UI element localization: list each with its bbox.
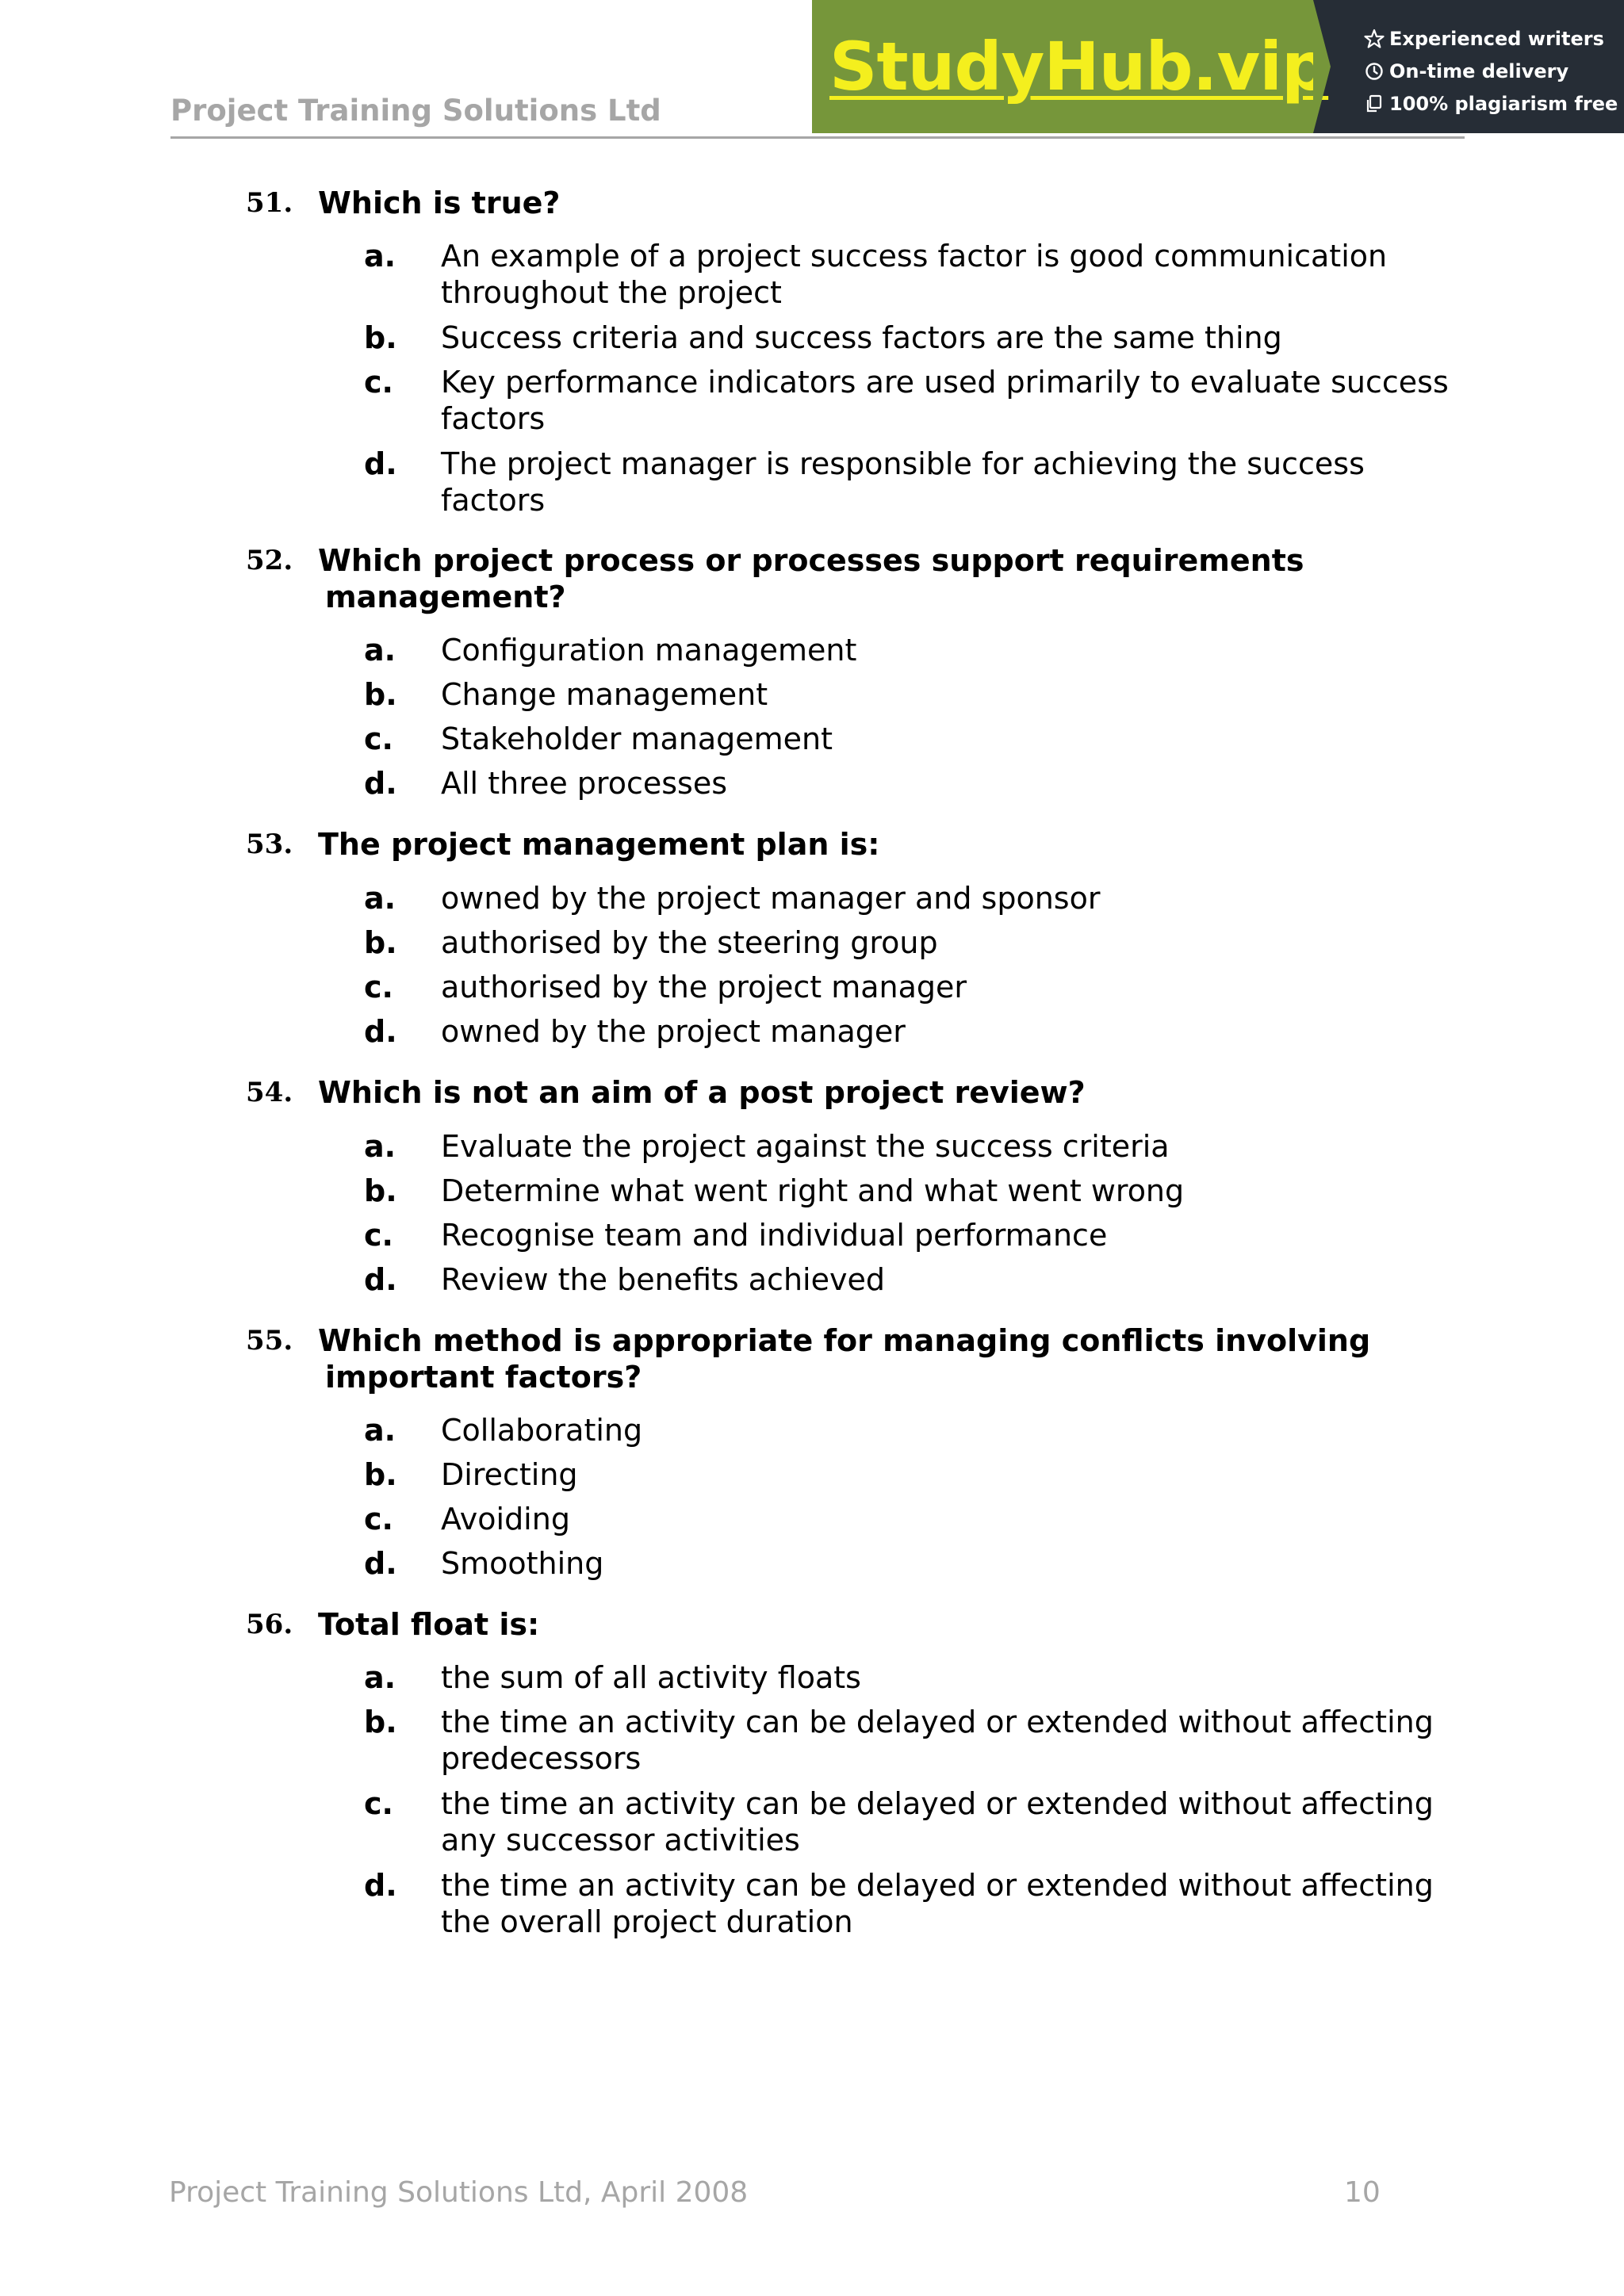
question-text [318, 1074, 1460, 1111]
option-line: owned by the project manager [441, 1014, 906, 1049]
option-line: Smoothing [441, 1546, 604, 1581]
question-text-line: Which is not an aim of a post project review? [318, 1075, 1086, 1110]
option-letter: d. [364, 766, 397, 801]
option-line: Directing [441, 1457, 578, 1492]
option-text [441, 1128, 1472, 1165]
option-letter: b. [364, 925, 397, 960]
question-text [318, 185, 1460, 221]
question-text-line: management? [325, 580, 566, 614]
question-text-line: important factors? [325, 1360, 642, 1395]
option-line: Evaluate the project against the success criteria [441, 1129, 1170, 1164]
option-text [441, 1456, 1472, 1493]
option-text [441, 632, 1472, 668]
question-text-line: The project management plan is: [318, 827, 880, 862]
option-text [441, 969, 1472, 1005]
option-letter: a. [364, 881, 396, 916]
page-number: 10 [1344, 2176, 1381, 2209]
option-letter: b. [364, 1705, 397, 1739]
option-line: authorised by the project manager [441, 970, 967, 1004]
option-letter: b. [364, 1173, 397, 1208]
ad-banner[interactable] [812, 0, 1624, 133]
banner-logo[interactable] [812, 0, 1329, 133]
option-letter: d. [364, 1546, 397, 1581]
option-letter: b. [364, 320, 397, 355]
option-letter: a. [364, 1129, 396, 1164]
option-line: the overall project duration [441, 1904, 853, 1939]
option-letter: c. [364, 365, 393, 400]
option-line: Change management [441, 677, 768, 712]
question-text [318, 1322, 1460, 1395]
clock-icon [1364, 61, 1385, 82]
option-text [441, 364, 1472, 437]
option-line: any successor activities [441, 1823, 800, 1858]
option-line: owned by the project manager and sponsor [441, 881, 1101, 916]
option-letter: c. [364, 1218, 393, 1253]
feature-plagiarism-free [1364, 87, 1624, 120]
option-line: Key performance indicators are used primarily to evaluate success [441, 365, 1449, 400]
option-letter: d. [364, 1262, 397, 1297]
option-line: the time an activity can be delayed or extended without affecting [441, 1868, 1434, 1903]
option-line: The project manager is responsible for achieving the success [441, 446, 1365, 481]
option-text [441, 1501, 1472, 1537]
question-text-line: Which project process or processes support requirements [318, 543, 1304, 578]
option-text [441, 1261, 1472, 1298]
option-letter: d. [364, 446, 397, 481]
banner-arrow [1313, 0, 1331, 133]
option-line: predecessors [441, 1741, 642, 1776]
option-letter: b. [364, 1457, 397, 1492]
banner-features [1313, 0, 1624, 133]
option-line: Determine what went right and what went wrong [441, 1173, 1185, 1208]
option-text [441, 1013, 1472, 1050]
option-text [441, 721, 1472, 757]
option-text [441, 765, 1472, 802]
option-text [441, 1659, 1472, 1696]
option-line: An example of a project success factor is good communication [441, 239, 1388, 274]
option-letter: a. [364, 1413, 396, 1448]
option-letter: c. [364, 970, 393, 1004]
star-icon [1364, 29, 1385, 49]
footer-text: Project Training Solutions Ltd, April 2008 [169, 2176, 749, 2209]
option-line: the time an activity can be delayed or extended without affecting [441, 1786, 1434, 1821]
option-letter: c. [364, 721, 393, 756]
question-text-line: Which is true? [318, 186, 561, 220]
question-text [318, 826, 1460, 863]
option-line: throughout the project [441, 275, 782, 310]
question-number: 54. [246, 1077, 293, 1108]
option-letter: c. [364, 1502, 393, 1536]
option-letter: a. [364, 633, 396, 668]
feature-experienced-writers [1364, 22, 1624, 55]
question-text-line: Total float is: [318, 1607, 540, 1642]
option-letter: a. [364, 239, 396, 274]
option-text [441, 1545, 1472, 1582]
option-text [441, 320, 1472, 356]
copy-icon [1364, 94, 1385, 114]
option-letter: d. [364, 1014, 397, 1049]
question-number: 56. [246, 1609, 293, 1640]
option-text [441, 1217, 1472, 1253]
option-line: Configuration management [441, 633, 857, 668]
option-line: Recognise team and individual performance [441, 1218, 1108, 1253]
option-line: the time an activity can be delayed or extended without affecting [441, 1705, 1434, 1739]
question-text [318, 542, 1460, 615]
option-letter: a. [364, 1660, 396, 1695]
feature-label: On-time delivery [1389, 59, 1569, 82]
option-text [441, 1867, 1472, 1940]
option-line: factors [441, 483, 546, 518]
option-line: Review the benefits achieved [441, 1262, 885, 1297]
question-text [318, 1606, 1460, 1643]
question-number: 55. [246, 1325, 293, 1357]
option-line: factors [441, 401, 546, 436]
feature-label: 100% plagiarism free [1389, 92, 1618, 115]
option-text [441, 1704, 1472, 1777]
option-line: Success criteria and success factors are the same thing [441, 320, 1282, 355]
banner-logo-text[interactable]: StudyHub.vip [829, 28, 1329, 105]
header-divider [170, 136, 1465, 139]
option-text [441, 880, 1472, 916]
option-letter: b. [364, 677, 397, 712]
option-text [441, 1173, 1472, 1209]
question-number: 51. [246, 187, 293, 219]
feature-on-time-delivery [1364, 55, 1624, 87]
option-line: Avoiding [441, 1502, 570, 1536]
option-line: All three processes [441, 766, 727, 801]
question-number: 52. [246, 545, 293, 576]
option-letter: d. [364, 1868, 397, 1903]
option-line: Stakeholder management [441, 721, 833, 756]
question-text-line: Which method is appropriate for managing conflicts involving [318, 1323, 1371, 1358]
option-text [441, 676, 1472, 713]
option-line: Collaborating [441, 1413, 643, 1448]
option-text [441, 446, 1472, 519]
option-line: the sum of all activity floats [441, 1660, 861, 1695]
feature-label: Experienced writers [1389, 27, 1604, 50]
question-number: 53. [246, 828, 293, 860]
option-text [441, 1785, 1472, 1858]
option-text [441, 924, 1472, 961]
option-letter: c. [364, 1786, 393, 1821]
header-org-name: Project Training Solutions Ltd [170, 94, 661, 128]
option-line: authorised by the steering group [441, 925, 938, 960]
option-text [441, 238, 1472, 311]
option-text [441, 1412, 1472, 1448]
